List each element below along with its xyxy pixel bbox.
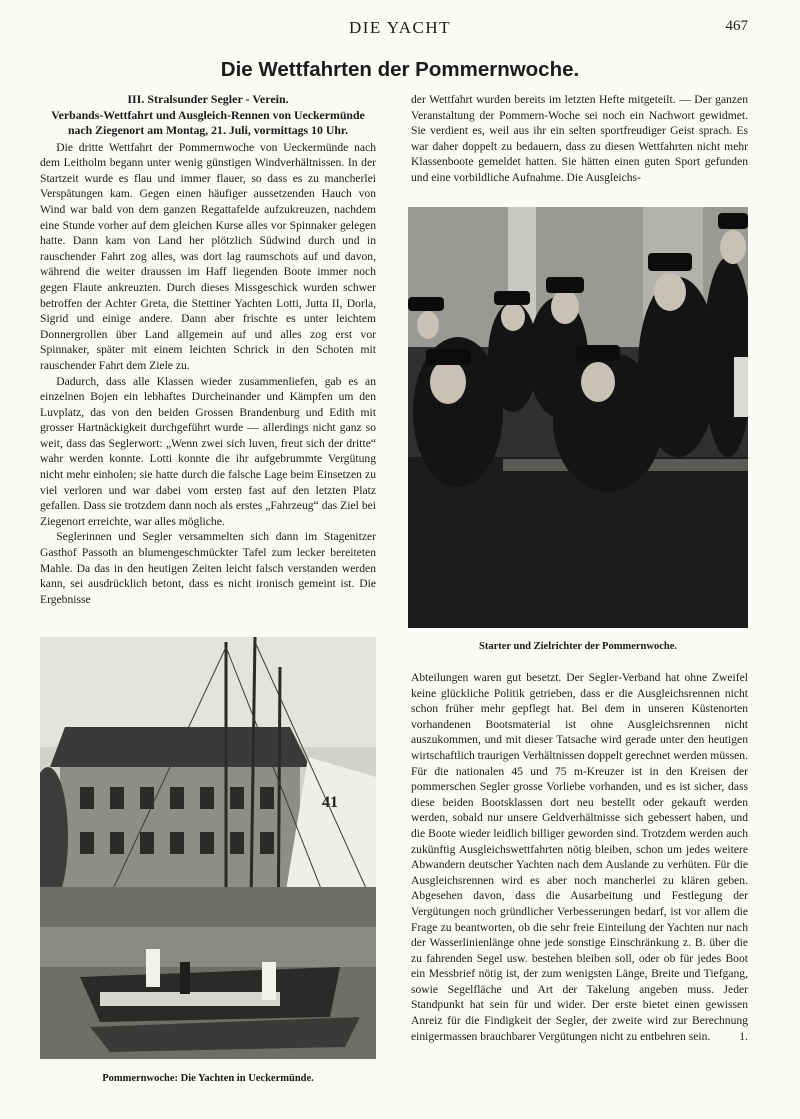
- harbor-photo-caption: Pommernwoche: Die Yachten in Ueckermünde.: [102, 1073, 314, 1084]
- photo-harbor-yachts-icon: [40, 637, 376, 1059]
- section-heading: III. Stralsunder Segler - Verein.: [127, 92, 289, 106]
- article-title: Die Wettfahrten der Pommernwoche.: [220, 58, 580, 81]
- harbor-photo: [40, 637, 376, 1059]
- page-number: 467: [725, 18, 748, 34]
- photo-men-in-caps-icon: [408, 207, 748, 628]
- right-column-top: [411, 92, 748, 186]
- paragraph: Seglerinnen und Segler versammelten sich dann im Stagenitzer Gasthof Passoth an blumengeschmückter Tafel zum lecker bereiteten Mahle. Da das in den heutigen Zeiten leicht falsch verstanden werden kann, sei ausdrücklich betont, dass es nicht ironisch gemeint ist. Die Ergebnisse: [40, 530, 376, 606]
- author-signature: 1.: [739, 1030, 748, 1044]
- paragraph: Die dritte Wettfahrt der Pommernwoche von Ueckermünde nach dem Leitholm begann unter wenig günstigen Windverhältnissen. In der Startzeit wurde es flau und immer flauer, so dass es zu mancherlei Verspätungen kam. Gegen einen häufiger aussetzenden Hauch von Wind war bald von dem ganzen Regattafelde aufzukreuzen, nachdem eine Stunde vorher auf dem gleichen Kurse alles vor Spinnaker gelegen hatte. Dann kam von Land her plötzlich Südwind durch und in rauschender Fahrt zog alles, was dort lag raumschots auf und davon, während die weiter draussen im Haff liegenden Boote immer noch gegen Flaute ankreuzten. Durch dieses Missgeschick wurden schwer betroffen der Achter Greta, die Stettiner Yachten Lotti, Jutta II, Dorla, Sigrid und einige andere. Dann aber frischte es unter leichtem Donnergrollen über Land allgemein auf und alles zog erst vor Spinnaker, später mit einem leichten Schrick in den Schoten mit rauschender Fahrt dem Ziele zu.: [40, 140, 376, 372]
- race-subheading: Verbands-Wettfahrt und Ausgleich-Rennen von Ueckermünde nach Ziegenort am Montag, 21. Juli, vormittags 10 Uhr.: [51, 107, 365, 137]
- officials-photo-caption: Starter und Zielrichter der Pommernwoche.: [478, 641, 677, 652]
- paragraph: Dadurch, dass alle Klassen wieder zusammenliefen, gab es an einzelnen Bojen ein lebhaftes Durcheinander und Kämpfen um den Luvplatz, das von den beiden Grossen Brandenburg und Edith mit grosser Hartnäckigkeit durchgeführt wurde — allerdings nicht ganz so weit, dass das Seglerwort: „Wenn zwei sich luven, freut sich der dritte“ wahr werden konnte. Lotti konnte die ihr aufgebrummte Vergütung nicht mehr einholen; sie hatte durch die falsche Lage beim Einsetzen zu viel verloren und war dabei vom ersten fast auf den letzten Platz gefallen. Dass sie trotzdem dann noch als erstes „Fahrzeug“ das Ziel bei Ziegenort erreichte, war alles mögliche.: [40, 374, 376, 528]
- sail-number: 41: [322, 794, 338, 811]
- paragraph: der Wettfahrt wurden bereits im letzten Hefte mitgeteilt. — Der ganzen Veranstaltung der Pommern-Woche sei noch ein Nachwort gewidmet. Sie verdient es, weil aus ihr ein selten sportfreudiger Geist sprach. Es war daher doppelt zu bedauern, dass zu diesen Wettfahrten nicht mehr Klassenboote gemeldet hatten. Sie hätten einen guten Sport gefunden und eine vorbildliche Aufnahme. Die Ausgleichs-: [411, 93, 748, 184]
- left-column: [40, 92, 376, 607]
- paragraph: Abteilungen waren gut besetzt. Der Segler-Verband hat ohne Zweifel keine glückliche Politik getrieben, dass er die Ausgleichsrennen nicht schon früher mehr gepflegt hat. Bei dem in unseren Küstenorten vorhandenen Bootsmaterial ist ohne Ausgleichsrennen nicht auszukommen, und mit dieser Tatsache wird gerade unter den heutigen wirtschaftlich traurigen Verhältnissen doppelt gerechnet werden müssen. Für die nationalen 45 und 75 m-Kreuzer ist in den Kreisen der pommerschen Segler grosse Vorliebe vorhanden, und es ist sicher, dass diese beiden Bootsklassen dort neu bestellt oder gekauft werden werden, sobald nur unsere Geldverhältnisse sich gebessert haben, und die Boote wieder leidlich billiger geworden sind. Trotzdem werden auch zukünftig Ausgleichswettfahrten nötig bleiben, schon um jedes weitere Abwandern deutscher Yachten nach dem Auslande zu verhüten. Für die Ausgleichsrennen wird es aber noch mancherlei zu klären geben. Abgesehen davon, dass die Ausarbeitung und Festlegung der Vergütungen noch gründlicher Verbesserungen bedarf, ist vor allem die Frage zu beantworten, ob die sehr freie Einteilung der Yachten nur nach der Wasserlinienlänge ohne jede sonstige Einschränkung z. B. über die zu fahrenden Segel usw. bestehen bleiben soll, oder ob für jedes Boot ein Messbrief nötig ist, der zum wenigsten Länge, Breite und Tiefgang, sowie Segelfläche und Art der Takelung angeben muss. Jeder Standpunkt hat sein für und wider. Der erste bietet einen gewissen Anreiz für die Findigkeit der Segler, der zweite wird zur Berechnung einigermassen brauchbarer Vergütungen nicht zu entbehren sein.: [411, 671, 748, 1043]
- right-column-bottom: [411, 670, 748, 1045]
- running-title: DIE YACHT: [348, 18, 452, 37]
- officials-photo: [408, 207, 748, 628]
